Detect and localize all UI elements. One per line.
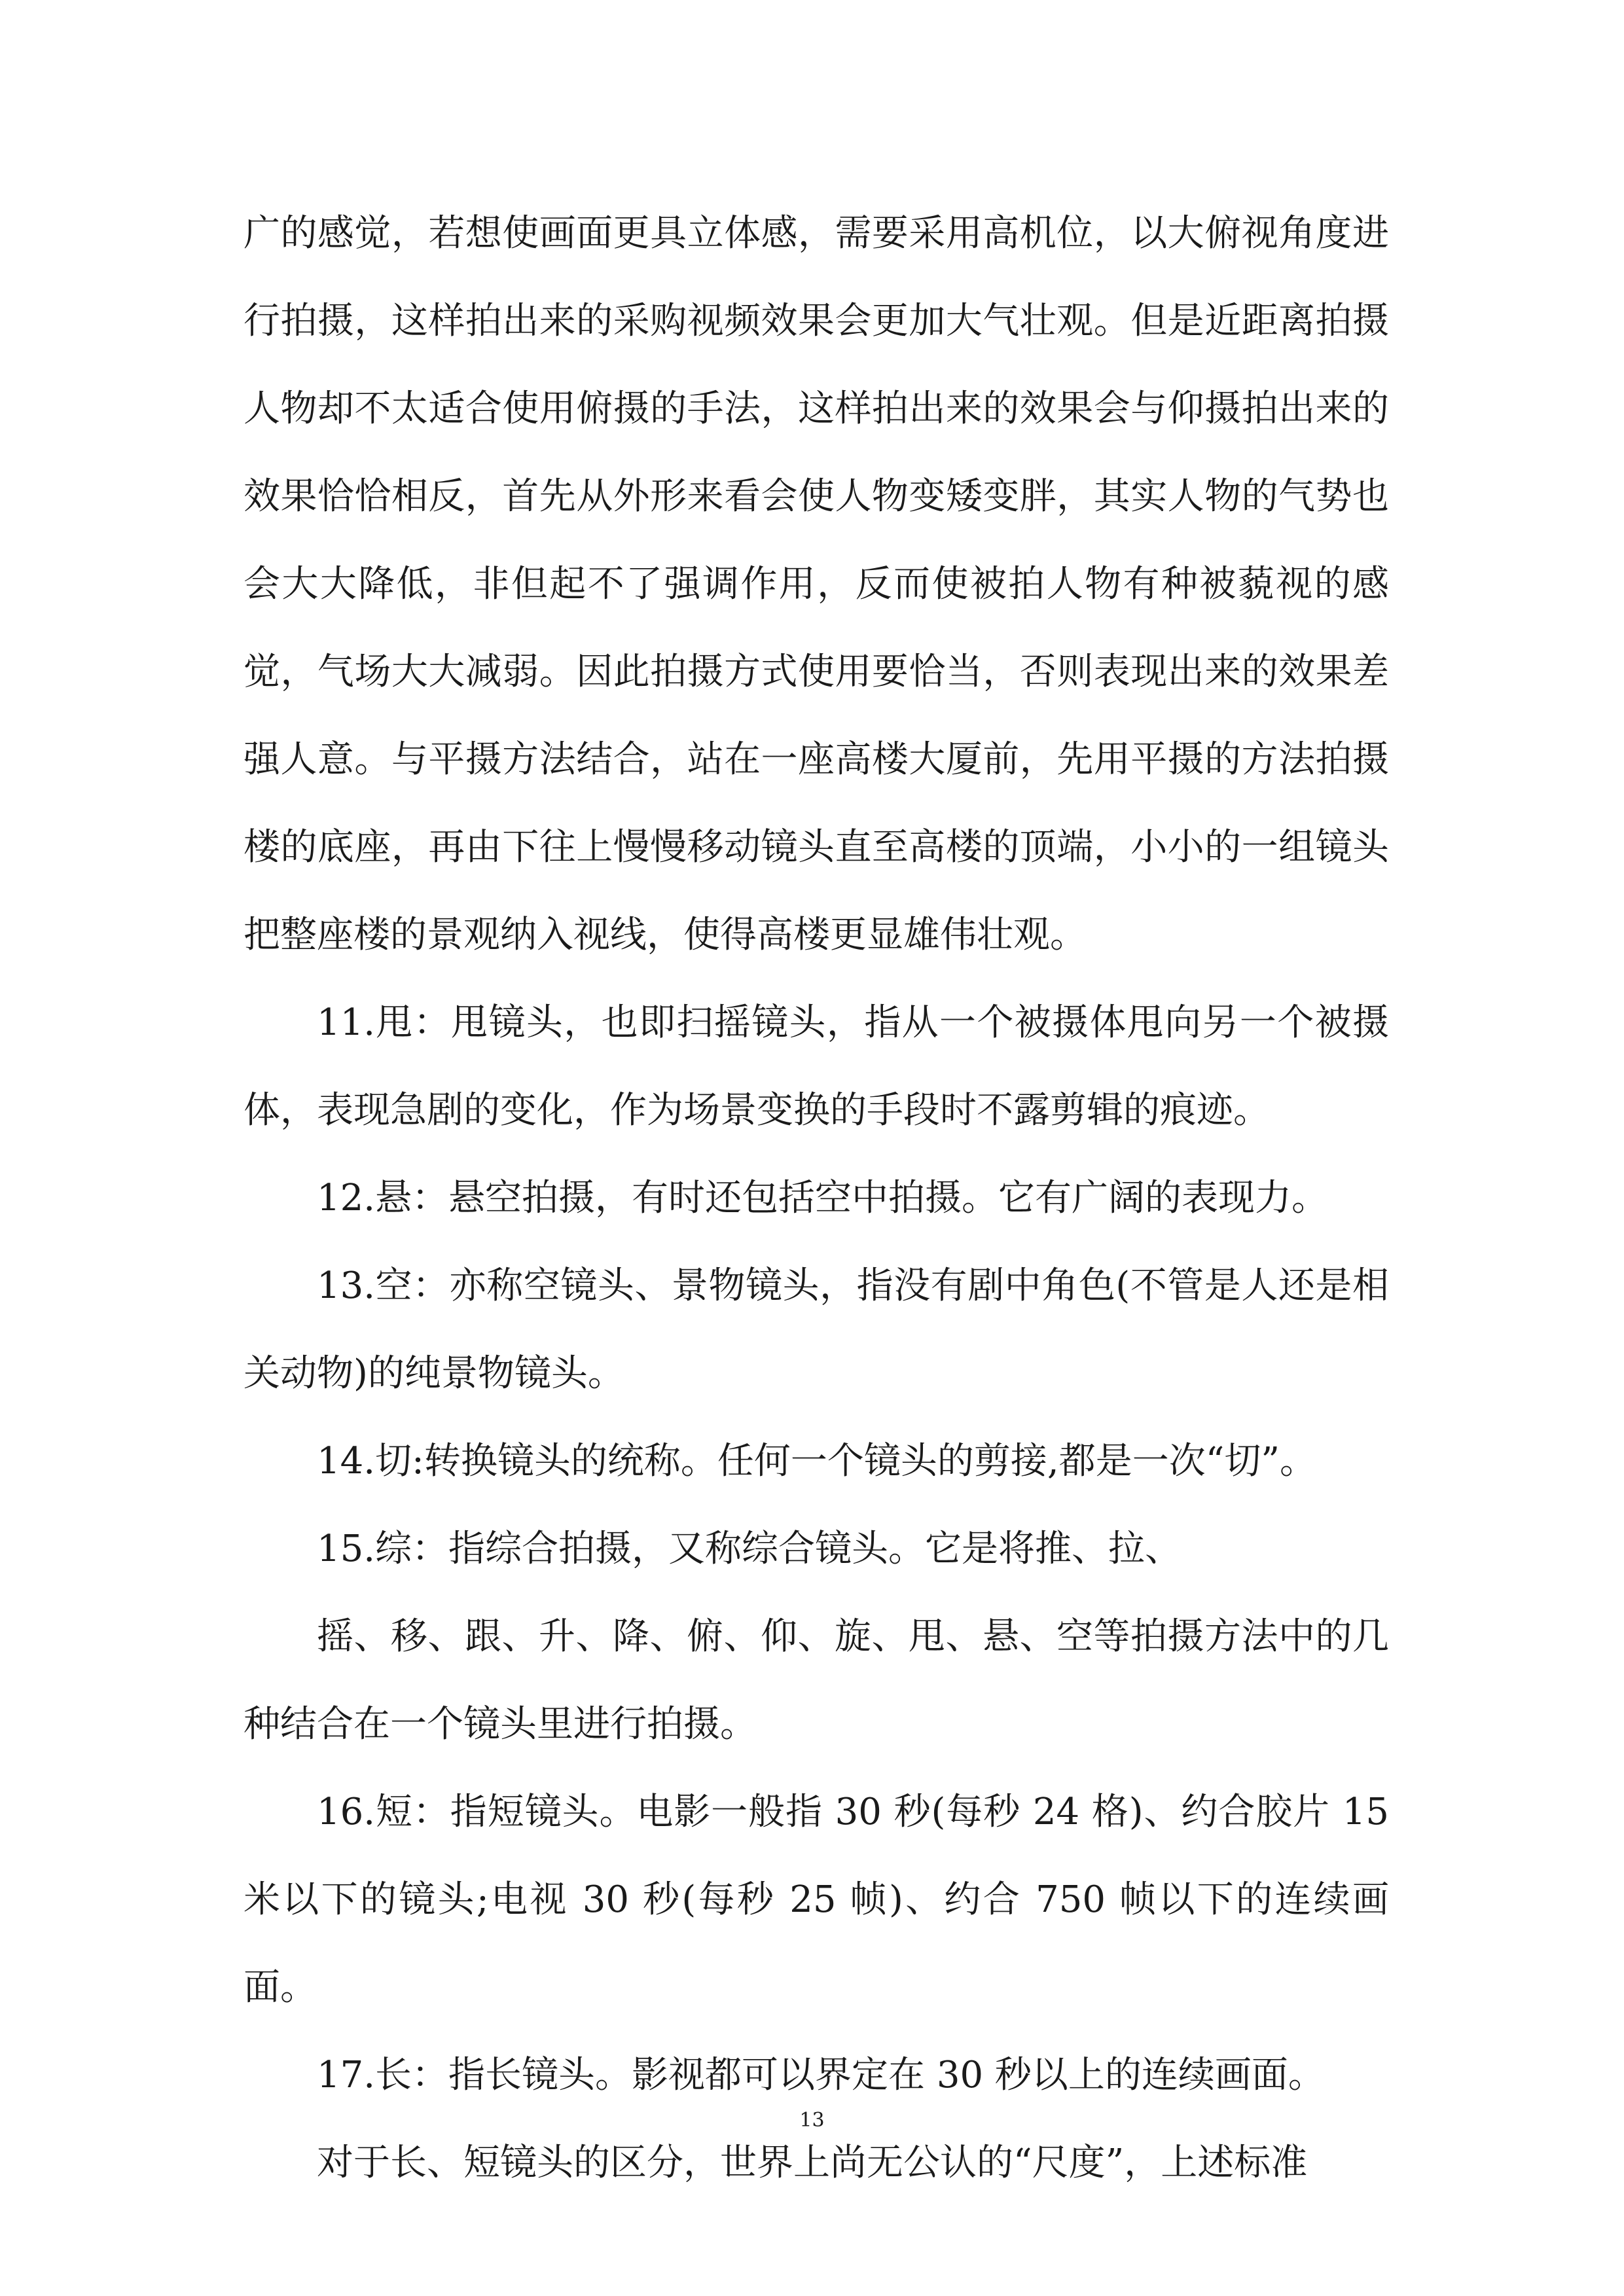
paragraph-item-14: 14.切:转换镜头的统称。任何一个镜头的剪接,都是一次“切”。 xyxy=(317,1440,1316,1482)
paragraph-closing: 对于长、短镜头的区分，世界上尚无公认的“尺度”，上述标准 xyxy=(317,2142,1308,2184)
paragraph-item-16: 16.短：指短镜头。电影一般指 30 秒(每秒 24 格)、约合胶片 15 米以下的镜头;电视 30 秒(每秒 25 帧)、约合 750 帧以下的连续画面。 xyxy=(244,1791,1389,2009)
page-number: 13 xyxy=(799,2109,825,2132)
paragraph-item-17: 17.长：指长镜头。影视都可以界定在 30 秒以上的连续画面。 xyxy=(317,2054,1325,2096)
paragraph-item-12: 12.悬：悬空拍摄，有时还包括空中拍摄。它有广阔的表现力。 xyxy=(317,1177,1329,1219)
paragraph-item-11: 11.甩：甩镜头，也即扫摇镜头，指从一个被摄体甩向另一个被摄体，表现急剧的变化，作为场景变换的手段时不露剪辑的痕迹。 xyxy=(244,1001,1389,1132)
paragraph-item-15: 15.综：指综合拍摄，又称综合镜头。它是将推、拉、 xyxy=(317,1528,1182,1570)
paragraph-item-13: 13.空：亦称空镜头、景物镜头，指没有剧中角色(不管是人还是相关动物)的纯景物镜头。 xyxy=(244,1265,1389,1395)
paragraph-continuation: 广的感觉，若想使画面更具立体感，需要采用高机位，以大俯视角度进行拍摄，这样拍出来的采购视频效果会更加大气壮观。但是近距离拍摄人物却不太适合使用俯摄的手法，这样拍出来的效果会与仰摄拍出来的效果恰恰相反，首先从外形来看会使人物变矮变胖，其实人物的气势也会大大降低，非但起不了强调作用，反而使被拍人物有种被藐视的感觉，气场大大减弱。因此拍摄方式使用要恰当，否则表现出来的效果差强人意。与平摄方法结合，站在一座高楼大厦前，先用平摄的方法拍摄楼的底座，再由下往上慢慢移动镜头直至高楼的顶端，小小的一组镜头把整座楼的景观纳入视线，使得高楼更显雄伟壮观。 xyxy=(244,212,1389,956)
body-text xyxy=(244,190,1389,2207)
paragraph-item-15-continued: 摇、移、跟、升、降、俯、仰、旋、甩、悬、空等拍摄方法中的几种结合在一个镜头里进行拍摄。 xyxy=(244,1615,1389,1746)
